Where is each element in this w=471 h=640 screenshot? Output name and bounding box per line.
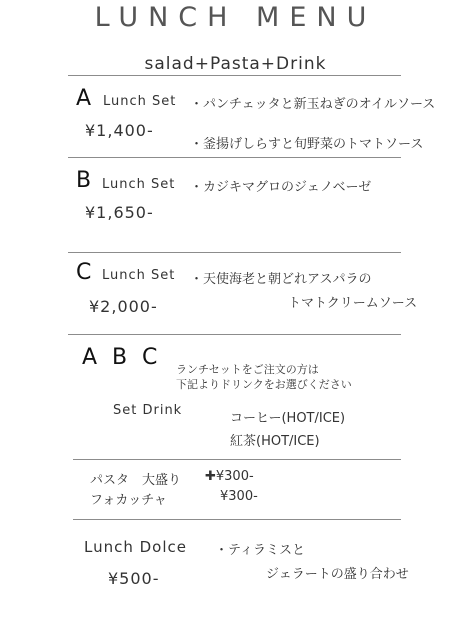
- abc-note-line-1: ランチセットをご注文の方は: [176, 363, 319, 376]
- dolce-label: Lunch Dolce: [84, 538, 187, 556]
- set-b-price: ¥1,650-: [85, 203, 154, 222]
- abc-letter-a: A: [82, 345, 98, 370]
- extra-focaccia-label: フォカッチャ: [90, 493, 167, 508]
- extra-pasta-price: ✚¥300-: [205, 469, 254, 484]
- set-a-label: Lunch Set: [103, 94, 177, 109]
- drink-tea: 紅茶(HOT/ICE): [230, 434, 320, 449]
- set-c-item-2: トマトクリームソース: [288, 296, 418, 311]
- extra-pasta-label: パスタ 大盛り: [90, 473, 182, 488]
- set-b-item-1: ・カジキマグロのジェノベーゼ: [190, 180, 372, 195]
- set-c-letter: C: [76, 260, 92, 285]
- set-a-letter: A: [76, 86, 92, 111]
- divider: [73, 519, 401, 520]
- extra-focaccia-price: ¥300-: [220, 489, 258, 504]
- abc-letter-c: C: [142, 345, 158, 370]
- divider: [73, 459, 401, 460]
- set-a-price: ¥1,400-: [85, 121, 154, 140]
- abc-letter-b: B: [112, 345, 128, 370]
- set-b-letter: B: [76, 168, 92, 193]
- divider: [68, 334, 401, 335]
- drink-coffee: コーヒー(HOT/ICE): [230, 411, 346, 426]
- divider: [68, 75, 401, 76]
- set-c-price: ¥2,000-: [89, 297, 158, 316]
- divider: [68, 252, 401, 253]
- set-c-label: Lunch Set: [102, 268, 176, 283]
- dolce-price: ¥500-: [108, 569, 160, 588]
- menu-title: LUNCH MENU: [94, 2, 377, 33]
- set-a-item-1: ・パンチェッタと新玉ねぎのオイルソース: [190, 97, 436, 112]
- abc-note-line-2: 下記よりドリンクをお選びください: [176, 378, 352, 391]
- menu-subtitle: salad+Pasta+Drink: [144, 54, 327, 74]
- dolce-item-2: ジェラートの盛り合わせ: [266, 567, 409, 582]
- set-drink-label: Set Drink: [113, 403, 183, 418]
- set-c-item-1: ・天使海老と朝どれアスパラの: [190, 272, 372, 287]
- dolce-item-1: ・ティラミスと: [215, 543, 305, 558]
- abc-letters: [82, 345, 172, 370]
- set-a-item-2: ・釜揚げしらすと旬野菜のトマトソース: [190, 137, 424, 152]
- set-b-label: Lunch Set: [102, 177, 176, 192]
- divider: [68, 157, 401, 158]
